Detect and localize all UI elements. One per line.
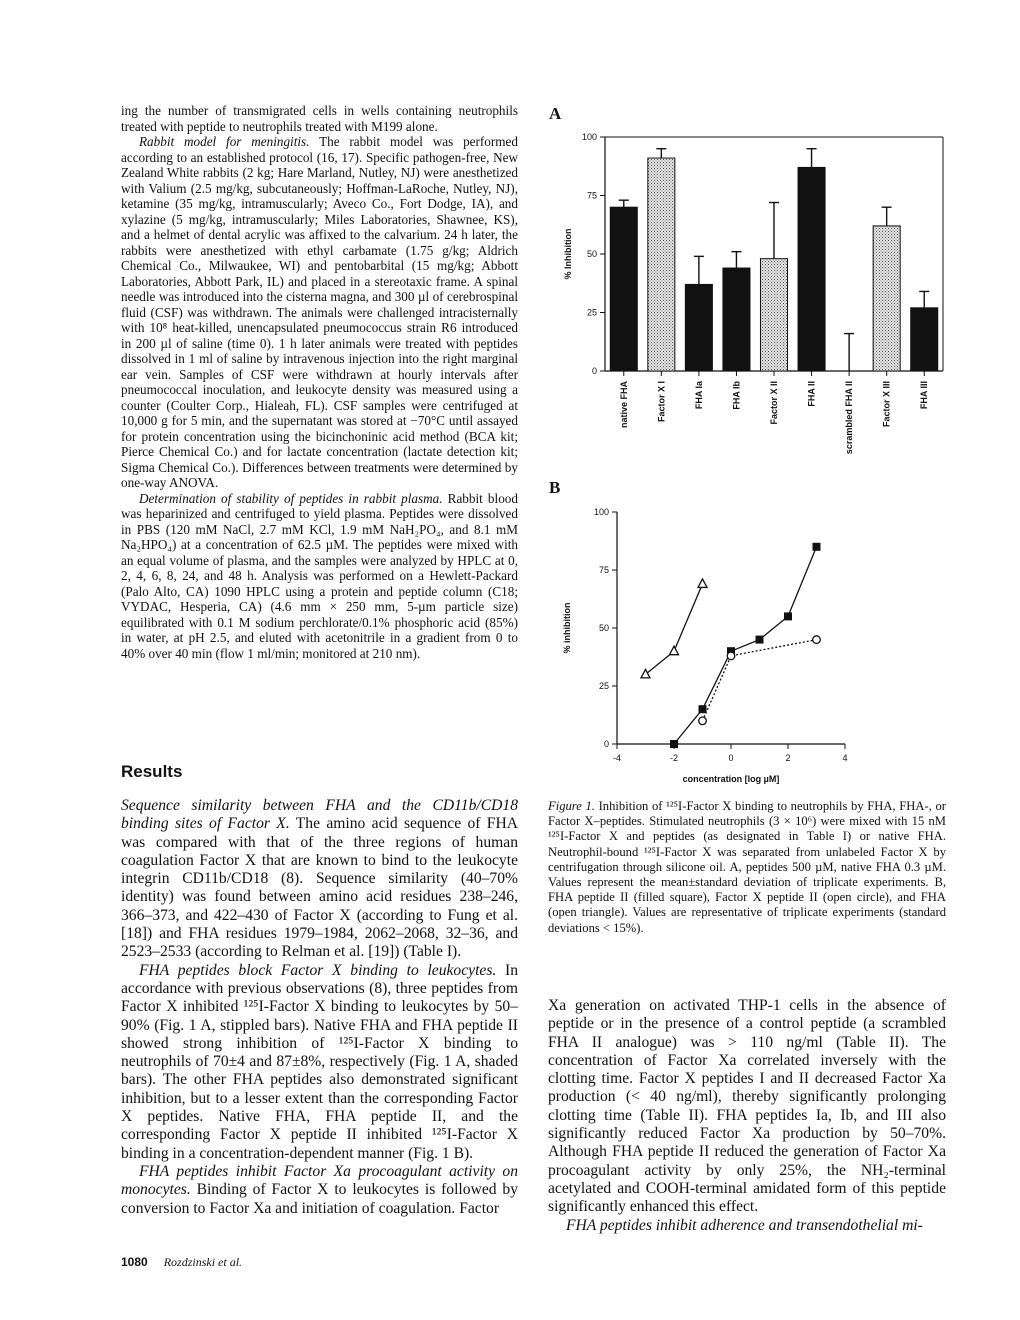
bar: [685, 284, 712, 371]
sequence-subheading: Sequence similarity between FHA and the CD11b/CD18 binding sites of Factor X.: [121, 797, 518, 833]
x-tick-label: 2: [785, 753, 791, 763]
x-tick-label: -2: [669, 753, 679, 763]
y-tick-label: 75: [598, 565, 609, 575]
block-text: In accordance with previous observations (8), three peptides from Factor X inhibited ¹²⁵I-Factor X binding to leukocytes by 50–90% (Fig. 1 A, stippled bars). Native FHA and FHA peptide II showed strong inhibition of ¹²⁵I-Factor X binding to neutrophils of 70±4 and 87±8%, respectively (Fig. 1 A, shaded bars). The other FHA peptides also demonstrated significant inhibition, but to a lesser extent than the corresponding Factor X peptides. Native FHA, FHA peptide II, and the corresponding Factor X peptide II inhibited ¹²⁵I-Factor X binding in a concentration-dependent manner (Fig. 1 B).: [121, 961, 518, 1162]
category-label: FHA Ia: [693, 381, 704, 410]
rabbit-text: The rabbit model was performed according to an established protocol (16, 17). Specific pathogen-free, New Zealand White rabbits (2 kg; Hare Marland, Nutley, NJ) were anesthetized with Valium (2.5 mg/kg, subcutaneously; Hoffman-LaRoche, Nutley, NJ), ketamine (35 mg/kg, intramuscularly; Aveco Co., Fort Dodge, IA), and xylazine (5 mg/kg, intramuscularly; Miles Laboratories, Shawnee, KS), and a helmet of dental acrylic was affixed to the calvarium. 24 h later, the rabbits were anesthetized with ethyl carbamate (1.75 g/kg; Aldrich Chemical Co., Milwaukee, WI) and pentobarbital (15 mg/kg; Abbott Laboratories, Abbott Park, IL) and placed in a stereotaxic frame. A spinal needle was introduced into the cisterna magna, and 300 µl of cerebrospinal fluid (CSF) was withdrawn. The animals were challenged intracisternally with 10⁸ heat-killed, unencapsulated pneumococcus strain R6 introduced in 200 µl of saline (time 0). 1 h later animals were treated with peptides dissolved in 1 ml of saline by intravenous injection into the right marginal ear vein. Samples of CSF were withdrawn at hourly intervals after pneumococcal inoculation, and leukocyte density was measured using a counter (Coulter Corp., Hialeah, FL). CSF samples were centrifuged at 10,000 g for 5 min, and the supernatant was stored at −70°C until assayed for protein concentration using the bicinchoninic acid method (BCA kit; Pierce Chemical Co.) and for lactate concentration (lactate detection kit; Sigma Chemical Co.). Differences between treatments were determined by one-way ANOVA.: [121, 134, 518, 490]
methods-paragraph-1: ing the number of transmigrated cells in wells containing neutrophils treated with peptide to neutrophils treated with M199 alone.: [121, 103, 518, 134]
data-point-circle: [813, 636, 821, 644]
running-head: Rozdzinski et al.: [163, 1255, 243, 1269]
stability-subheading: Determination of stability of peptides in rabbit plasma.: [139, 490, 443, 506]
data-point-circle: [727, 652, 735, 660]
caption-text: Inhibition of ¹²⁵I-Factor X binding to neutrophils by FHA, FHA-, or Factor X–peptides. Stimulated neutrophils (3 × 10⁶) were mixed with 15 nM ¹²⁵I-Factor X and peptides (as designated in Table I) or native FHA. Neutrophil-bound ¹²⁵I-Factor X was separated from unlabeled Factor X by centrifugation through silicone oil. A, peptides 500 µM, native FHA 0.3 µM. Values represent the mean±standard deviation of triplicate experiments. B, FHA peptide II (filled square), Factor X peptide II (open circle), and FHA (open triangle). Values are representative of triplicate experiments (standard deviations < 15%).: [548, 799, 946, 935]
page-number: 1080: [121, 1255, 148, 1269]
y-tick-label: 25: [598, 681, 609, 691]
y-axis-label: % inhibition: [562, 602, 572, 654]
bar: [760, 259, 787, 371]
y-tick-label: 100: [593, 507, 609, 517]
data-point-square: [670, 740, 678, 748]
y-tick-label: 0: [603, 739, 609, 749]
data-point-triangle: [641, 669, 650, 678]
series-line: [674, 547, 817, 744]
bar: [723, 268, 750, 371]
data-point-square: [699, 705, 707, 713]
y-tick-label: 0: [591, 366, 597, 376]
y-tick-label: 25: [586, 307, 597, 318]
category-label: native FHA: [618, 381, 629, 429]
series-line: [646, 584, 703, 674]
category-label: FHA Ib: [731, 381, 742, 410]
y-tick-label: 75: [586, 190, 597, 201]
bar: [610, 207, 637, 371]
panel-a-label: A: [549, 104, 562, 123]
data-point-triangle: [670, 646, 679, 655]
bar: [873, 226, 900, 371]
y-tick-label: 50: [598, 623, 609, 633]
panel-b-label: B: [549, 478, 561, 497]
panel-a-bar-chart: [563, 132, 943, 454]
bar: [648, 158, 675, 371]
category-label: scrambled FHA II: [844, 381, 855, 455]
x-tick-label: -4: [612, 753, 622, 763]
stability-text: Rabbit blood was heparinized and centrifuged to yield plasma. Peptides were dissolved in PBS (120 mM NaCl, 2.7 mM KCl, 1.9 mM NaH₂PO₄, and 8.1 mM Na₂HPO₄) at a concentration of 62.5 µM. The peptides were mixed with an equal volume of plasma, and the samples were analyzed by HPLC at 0, 2, 4, 6, 8, 24, and 48 h. Analysis was performed on a Hewlett-Packard (Palo Alto, CA) 1090 HPLC using a protein and peptide column (C18; VYDAC, Hesperia, CA) (4.6 mm × 250 mm, 5-µm particle size) equilibrated with 0.1 M sodium perchlorate/0.1% phosphoric acid (85%) in water, at pH 2.5, and eluted with acetonitrile in a gradient from 0 to 40% over 40 min (flow 1 ml/min; monitored at 210 nm).: [121, 490, 518, 661]
x-tick-label: 0: [728, 753, 734, 763]
category-label: Factor X II: [769, 381, 779, 425]
data-point-square: [784, 612, 792, 620]
data-point-circle: [699, 717, 707, 725]
data-point-square: [756, 636, 764, 644]
bar: [798, 167, 825, 371]
y-tick-label: 100: [581, 132, 597, 142]
results-heading: Results: [121, 762, 183, 781]
caption-label: Figure 1.: [548, 799, 595, 813]
right-paragraph-1: Xa generation on activated THP-1 cells in the absence of peptide or in the presence of a control peptide (a scrambled FHA II analogue) was > 110 ng/ml (Table II). The concentration of Factor Xa correlated inversely with the clotting time. Factor X peptides I and II decreased Factor Xa production (< 40 ng/ml), thereby significantly prolonging clotting time (Table II). FHA peptides Ia, Ib, and III also significantly reduced Factor Xa production by 50–70%. Although FHA peptide II reduced the generation of Factor Xa procoagulant activity by only 25%, the NH₂-terminal acetylated and COOH-terminal amidated form of this peptide significantly enhanced this effect.: [548, 997, 946, 1216]
adherence-subheading: FHA peptides inhibit adherence and transendothelial mi-: [566, 1216, 923, 1234]
bar: [911, 308, 938, 371]
y-tick-label: 50: [586, 249, 597, 259]
category-label: FHA III: [919, 381, 930, 410]
category-label: Factor X III: [881, 381, 892, 428]
x-tick-label: 4: [842, 753, 848, 763]
rabbit-subheading: Rabbit model for meningitis.: [139, 134, 310, 149]
procoagulant-text: Binding of Factor X to leukocytes is followed by conversion to Factor Xa and initiation of coagulation. Factor: [121, 1181, 518, 1217]
y-axis-label: % Inhibition: [563, 228, 573, 280]
series-line: [703, 640, 817, 721]
block-subheading: FHA peptides block Factor X binding to leukocytes.: [139, 961, 497, 979]
sequence-text: The amino acid sequence of FHA was compared with that of the three regions of human coagulation Factor X that are known to bind to the leukocyte integrin CD11b/CD18 (8). Sequence similarity (40–70% identity) was found between amino acid residues 238–246, 366–373, and 422–430 of Factor X (according to Fung et al. [18]) and FHA residues 1979–1984, 2062–2068, 32–36, and 2523–2533 (according to Relman et al. [19]) (Table I).: [121, 815, 518, 961]
x-axis-label: concentration [log µM]: [682, 774, 780, 784]
procoagulant-subheading: FHA peptides inhibit Factor Xa procoagulant activity on monocytes.: [121, 1162, 518, 1199]
category-label: FHA II: [806, 381, 817, 407]
category-label: Factor X I: [656, 381, 667, 423]
data-point-triangle: [698, 579, 707, 588]
data-point-square: [813, 543, 821, 551]
panel-b-line-chart: [562, 507, 848, 784]
